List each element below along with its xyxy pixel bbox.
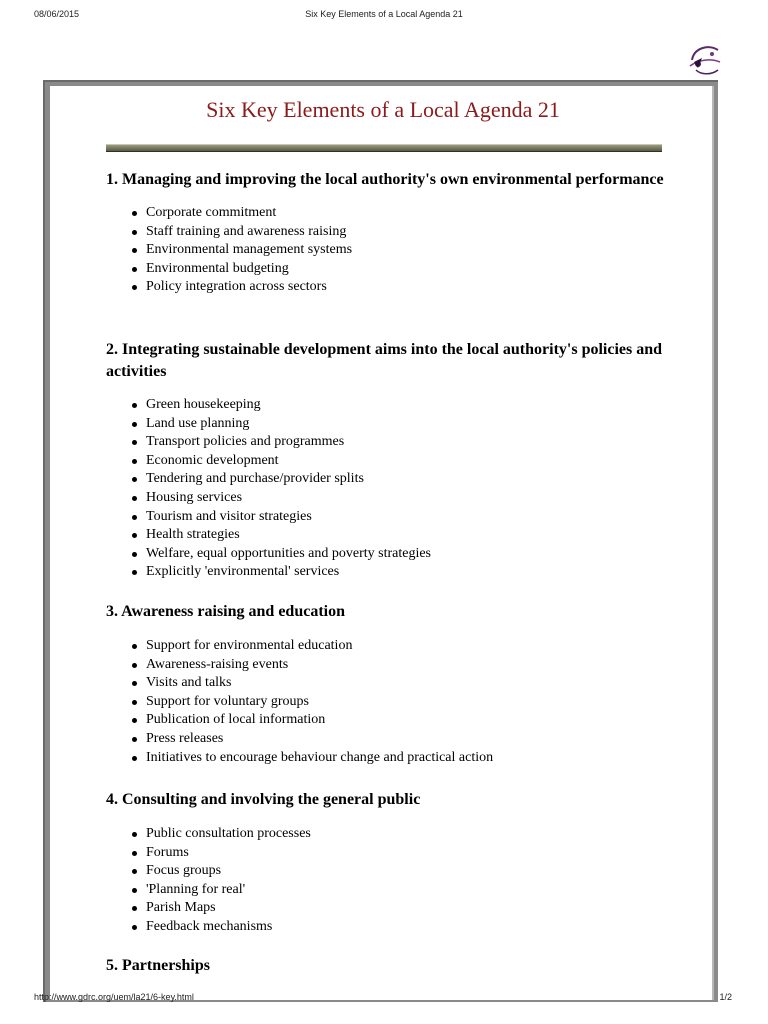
list-item: Press releases [106, 730, 666, 749]
print-date: 08/06/2015 [34, 9, 80, 19]
list-item: 'Planning for real' [106, 881, 666, 900]
section-list [106, 204, 666, 297]
list-item: Publication of local information [106, 711, 666, 730]
list-item: Policy integration across sectors [106, 278, 666, 297]
list-item: Initiatives to encourage behaviour change and practical action [106, 749, 666, 768]
section-heading: 4. Consulting and involving the general public [106, 791, 421, 808]
list-item: Explicitly 'environmental' services [106, 563, 666, 582]
list-item: Public consultation processes [106, 825, 666, 844]
print-url: http://www.gdrc.org/uem/la21/6-key.html [34, 992, 194, 1002]
list-item: Environmental management systems [106, 241, 666, 260]
list-item: Environmental budgeting [106, 260, 666, 279]
list-item: Tourism and visitor strategies [106, 508, 666, 527]
section-heading: 1. Managing and improving the local authority's own environmental performance [106, 171, 664, 188]
list-item: Staff training and awareness raising [106, 223, 666, 242]
section-heading: 3. Awareness raising and education [106, 603, 345, 620]
section-heading: 5. Partnerships [106, 957, 210, 974]
print-footer [0, 992, 768, 1006]
list-item: Welfare, equal opportunities and poverty strategies [106, 545, 666, 564]
print-title: Six Key Elements of a Local Agenda 21 [305, 9, 463, 19]
list-item: Focus groups [106, 862, 666, 881]
section-1 [106, 169, 666, 297]
globe-swirl-icon [684, 40, 726, 80]
section-heading: 2. Integrating sustainable development aims into the local authority's policies and activities [106, 341, 663, 380]
list-item: Green housekeeping [106, 396, 666, 415]
list-item: Economic development [106, 452, 666, 471]
title-rule [106, 144, 662, 152]
list-item: Health strategies [106, 526, 666, 545]
list-item: Parish Maps [106, 899, 666, 918]
list-item: Support for environmental education [106, 637, 666, 656]
list-item: Feedback mechanisms [106, 918, 666, 937]
section-2 [106, 339, 666, 582]
section-3 [106, 601, 666, 767]
page-number: 1/2 [719, 992, 732, 1002]
page-title: Six Key Elements of a Local Agenda 21 [206, 97, 560, 122]
list-item: Support for voluntary groups [106, 693, 666, 712]
list-item: Visits and talks [106, 674, 666, 693]
section-5 [106, 955, 666, 977]
list-item: Housing services [106, 489, 666, 508]
section-4 [106, 789, 666, 937]
list-item: Corporate commitment [106, 204, 666, 223]
list-item: Tendering and purchase/provider splits [106, 470, 666, 489]
section-list [106, 396, 666, 582]
print-header [0, 9, 768, 23]
list-item: Awareness-raising events [106, 656, 666, 675]
section-list [106, 825, 666, 937]
list-item: Transport policies and programmes [106, 433, 666, 452]
section-list [106, 637, 666, 767]
list-item: Forums [106, 844, 666, 863]
list-item: Land use planning [106, 415, 666, 434]
